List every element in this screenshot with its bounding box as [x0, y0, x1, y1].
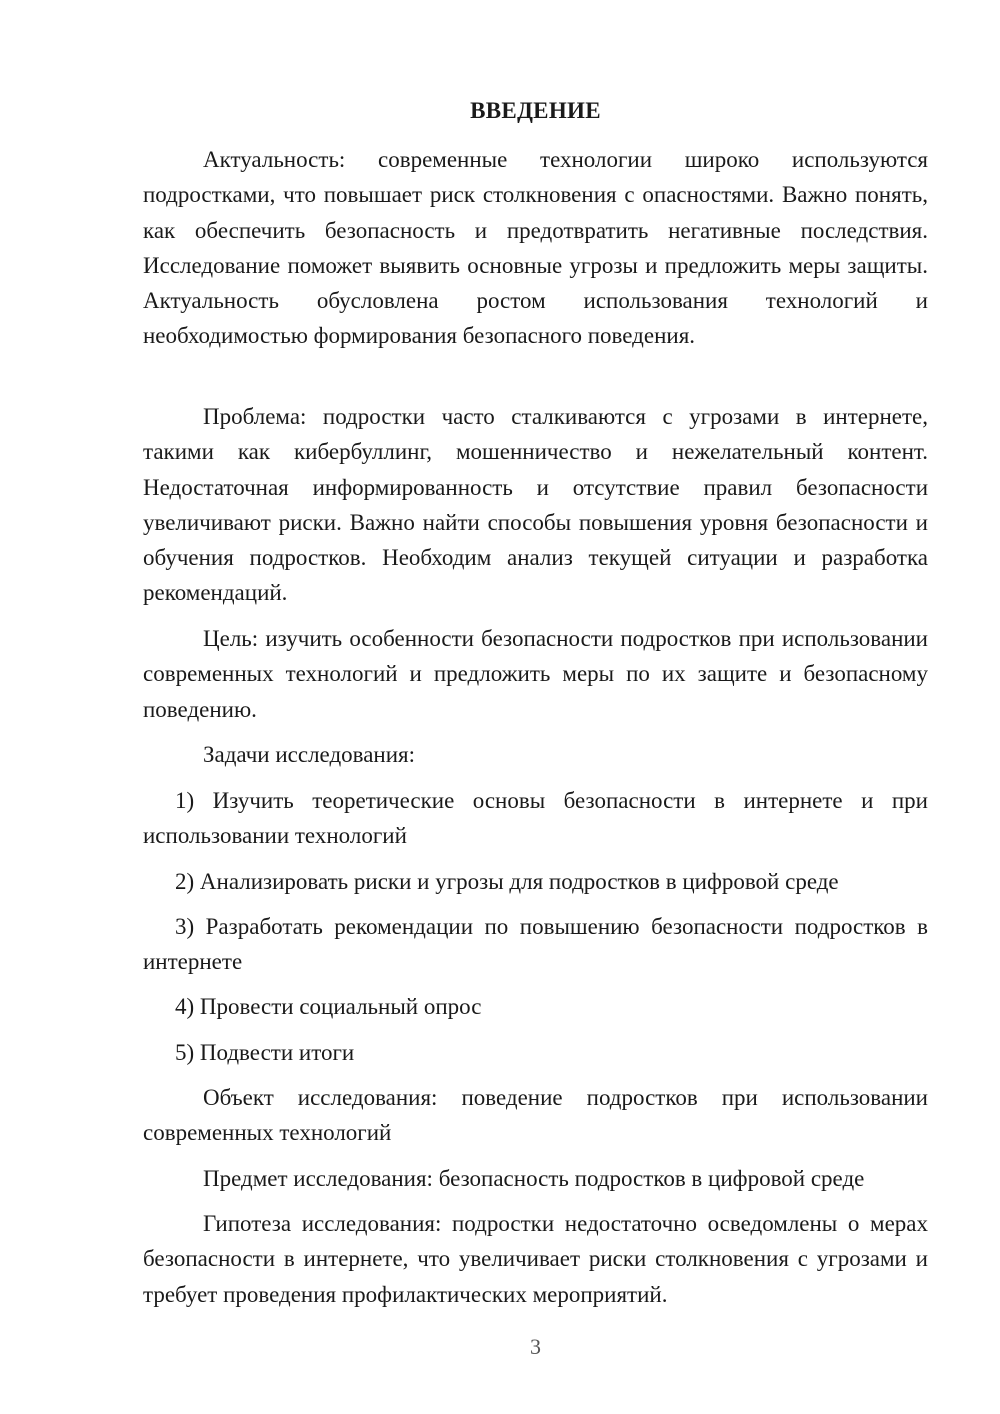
task-item-3: 3) Разработать рекомендации по повышению безопасности подростков в интернете [143, 914, 928, 975]
relevance-paragraph: Актуальность: современные технологии широко используются подростками, что повышает риск столкновения с опасностями. Важно понять, как обеспечить безопасность и предотвратить негативные последствия. Исследование поможет выявить основные угрозы и предложить меры защиты. Актуальность обусловлена ростом использования технологий и необходимостью формирования безопасного поведения. [143, 147, 928, 349]
page-number: 3 [530, 1334, 541, 1359]
task-item-1: 1) Изучить теоретические основы безопасности в интернете и при использовании технологий [143, 788, 928, 849]
page-title: ВВЕДЕНИЕ [470, 98, 601, 123]
tasks-heading: Задачи исследования: [203, 742, 416, 767]
hypothesis-paragraph: Гипотеза исследования: подростки недостаточно осведомлены о мерах безопасности в интернете, что увеличивает риски столкновения с угрозами и требует проведения профилактических мероприятий. [143, 1211, 928, 1307]
subject-paragraph: Предмет исследования: безопасность подростков в цифровой среде [203, 1166, 865, 1191]
goal-paragraph: Цель: изучить особенности безопасности подростков при использовании современных технологий и предложить меры по их защите и безопасному поведению. [143, 626, 928, 722]
task-item-2: 2) Анализировать риски и угрозы для подростков в цифровой среде [175, 869, 839, 894]
task-item-5: 5) Подвести итоги [175, 1040, 355, 1065]
task-item-4: 4) Провести социальный опрос [175, 994, 482, 1019]
object-paragraph: Объект исследования: поведение подростков при использовании современных технологий [143, 1085, 928, 1146]
problem-paragraph: Проблема: подростки часто сталкиваются с угрозами в интернете, такими как кибербуллинг, мошенничество и нежелательный контент. Недостаточная информированность и отсутствие правил безопасности увеличивают риски. Важно найти способы повышения уровня безопасности и обучения подростков. Необходим анализ текущей ситуации и разработка рекомендаций. [143, 404, 928, 606]
